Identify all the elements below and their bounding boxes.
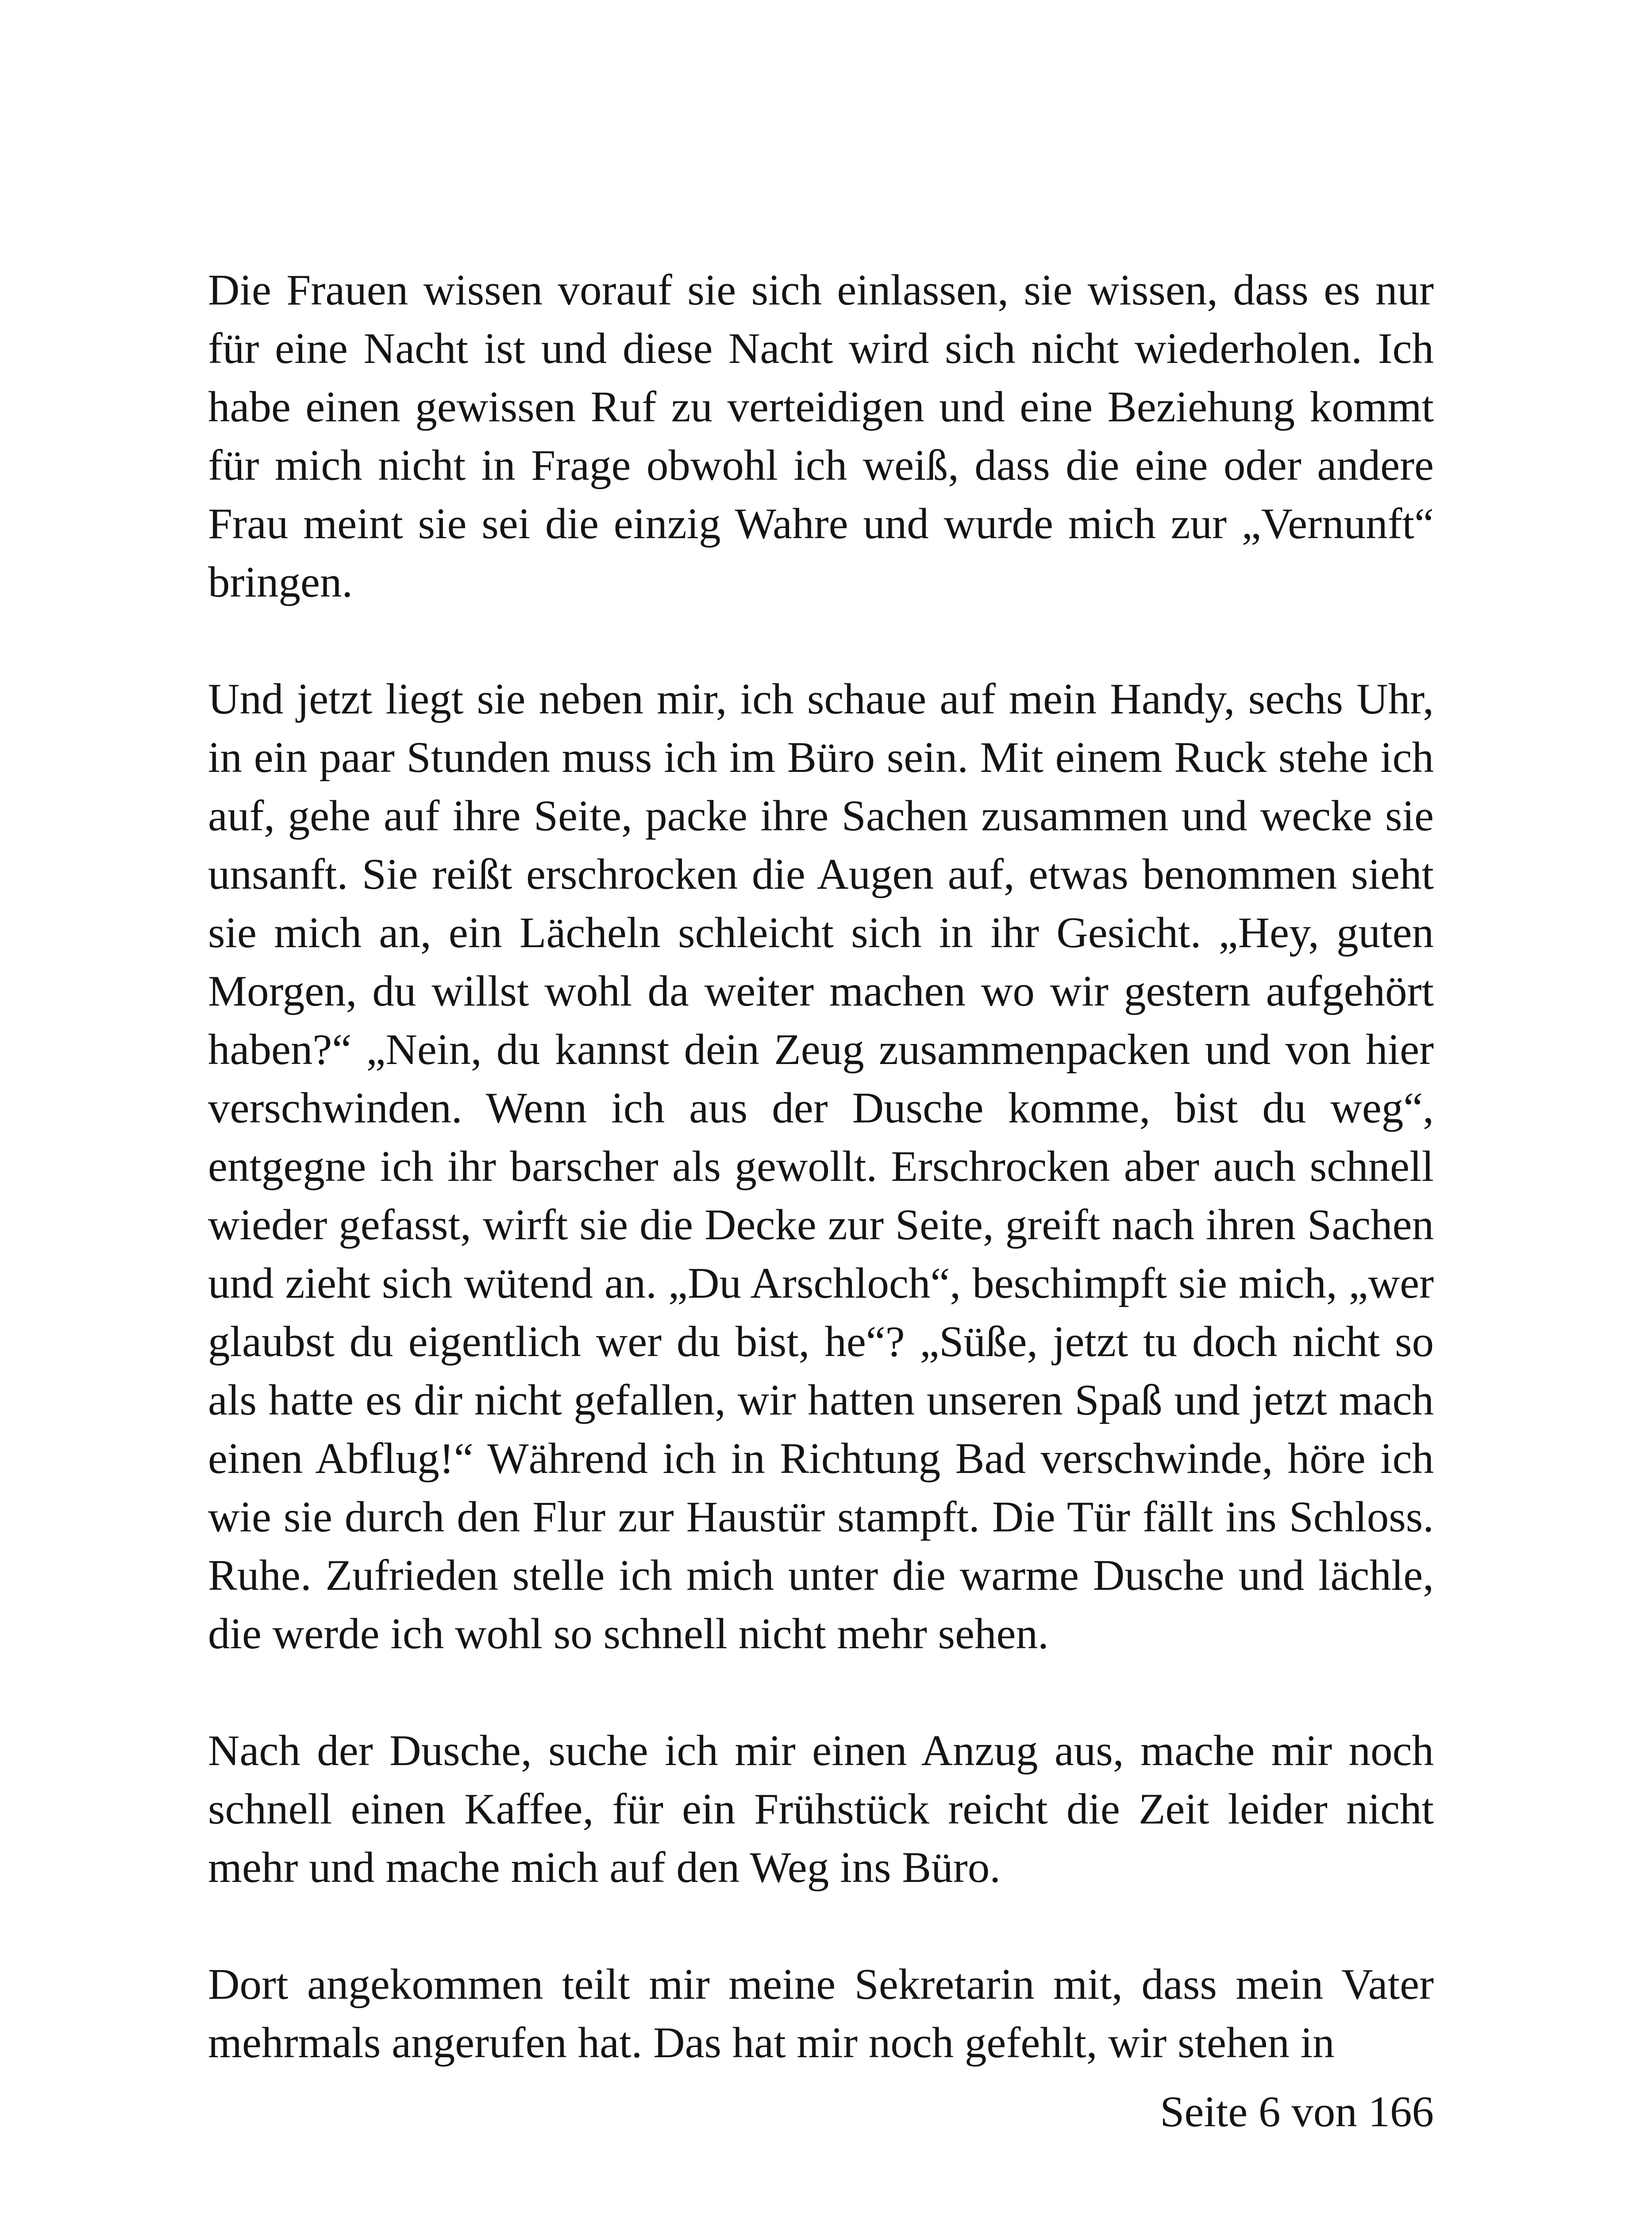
page-number: Seite 6 von 166: [1160, 2088, 1434, 2136]
body-text: [208, 261, 1434, 2072]
paragraph-4: Dort angekommen teilt mir meine Sekretarin mit, dass mein Vater mehrmals angerufen hat. Das hat mir noch gefehlt, wir stehen in: [208, 1960, 1434, 2067]
paragraph-2: Und jetzt liegt sie neben mir, ich schaue auf mein Handy, sechs Uhr, in ein paar Stunden muss ich im Büro sein. Mit einem Ruck stehe ich auf, gehe auf ihre Seite, packe ihre Sachen zusammen und wecke sie unsanft. Sie reißt erschrocken die Augen auf, etwas benommen sieht sie mich an, ein Lächeln schleicht sich in ihr Gesicht. „Hey, guten Morgen, du willst wohl da weiter machen wo wir gestern aufgehört haben?“ „Nein, du kannst dein Zeug zusammenpacken und von hier verschwinden. Wenn ich aus der Dusche komme, bist du weg“, entgegne ich ihr barscher als gewollt. Erschrocken aber auch schnell wieder gefasst, wirft sie die Decke zur Seite, greift nach ihren Sachen und zieht sich wütend an. „Du Arschloch“, beschimpft sie mich, „wer glaubst du eigentlich wer du bist, he“? „Süße, jetzt tu doch nicht so als hatte es dir nicht gefallen, wir hatten unseren Spaß und jetzt mach einen Abflug!“ Während ich in Richtung Bad verschwinde, höre ich wie sie durch den Flur zur Haustür stampft. Die Tür fällt ins Schloss. Ruhe. Zufrieden stelle ich mich unter die warme Dusche und lächle, die werde ich wohl so schnell nicht mehr sehen.: [208, 675, 1434, 1658]
paragraph-1: Die Frauen wissen vorauf sie sich einlassen, sie wissen, dass es nur für eine Nacht ist und diese Nacht wird sich nicht wiederholen. Ich habe einen gewissen Ruf zu verteidigen und eine Beziehung kommt für mich nicht in Frage obwohl ich weiß, dass die eine oder andere Frau meint sie sei die einzig Wahre und wurde mich zur „Vernunft“ bringen.: [208, 266, 1434, 606]
paragraph-3: Nach der Dusche, suche ich mir einen Anzug aus, mache mir noch schnell einen Kaffee, für ein Frühstück reicht die Zeit leider nicht mehr und mache mich auf den Weg ins Büro.: [208, 1727, 1434, 1892]
